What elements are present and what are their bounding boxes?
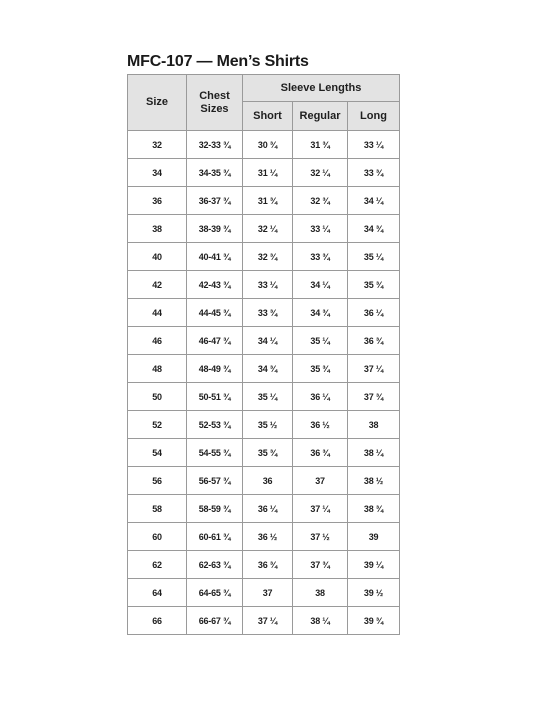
table-row (128, 439, 400, 467)
table-header (128, 75, 400, 131)
cell-size: 64 (128, 579, 187, 607)
cell-chest-size: 44-45 ¾ (187, 299, 243, 327)
table-row (128, 495, 400, 523)
table-row (128, 467, 400, 495)
cell-long-sleeve: 39 (348, 523, 400, 551)
cell-regular-sleeve: 37 (293, 467, 348, 495)
cell-short-sleeve: 35 ½ (243, 411, 293, 439)
cell-regular-sleeve: 34 ¼ (293, 271, 348, 299)
page-title: MFC-107 — Men’s Shirts (127, 53, 309, 70)
header-sleeve-lengths: Sleeve Lengths (243, 75, 400, 102)
cell-long-sleeve: 35 ¾ (348, 271, 400, 299)
cell-size: 56 (128, 467, 187, 495)
cell-regular-sleeve: 36 ¾ (293, 439, 348, 467)
header-long: Long (348, 102, 400, 131)
cell-size: 36 (128, 187, 187, 215)
cell-short-sleeve: 36 ¾ (243, 551, 293, 579)
cell-long-sleeve: 39 ½ (348, 579, 400, 607)
cell-chest-size: 64-65 ¾ (187, 579, 243, 607)
cell-regular-sleeve: 35 ¾ (293, 355, 348, 383)
size-chart-document (127, 50, 399, 635)
cell-size: 48 (128, 355, 187, 383)
cell-size: 54 (128, 439, 187, 467)
header-chest-sizes (187, 75, 243, 131)
cell-chest-size: 58-59 ¾ (187, 495, 243, 523)
table-body (128, 131, 400, 635)
cell-chest-size: 40-41 ¾ (187, 243, 243, 271)
cell-regular-sleeve: 32 ¾ (293, 187, 348, 215)
header-regular: Regular (293, 102, 348, 131)
cell-long-sleeve: 38 ¾ (348, 495, 400, 523)
table-row (128, 243, 400, 271)
cell-long-sleeve: 33 ¾ (348, 159, 400, 187)
cell-chest-size: 34-35 ¾ (187, 159, 243, 187)
cell-long-sleeve: 37 ¾ (348, 383, 400, 411)
cell-size: 40 (128, 243, 187, 271)
table-row (128, 327, 400, 355)
cell-long-sleeve: 36 ¾ (348, 327, 400, 355)
cell-chest-size: 52-53 ¾ (187, 411, 243, 439)
cell-short-sleeve: 33 ¾ (243, 299, 293, 327)
size-chart-table (127, 74, 400, 635)
cell-size: 60 (128, 523, 187, 551)
cell-regular-sleeve: 37 ½ (293, 523, 348, 551)
cell-long-sleeve: 33 ¼ (348, 131, 400, 159)
cell-chest-size: 32-33 ¾ (187, 131, 243, 159)
table-row (128, 579, 400, 607)
cell-short-sleeve: 35 ¾ (243, 439, 293, 467)
cell-short-sleeve: 36 ¼ (243, 495, 293, 523)
cell-regular-sleeve: 37 ¾ (293, 551, 348, 579)
cell-size: 50 (128, 383, 187, 411)
cell-short-sleeve: 32 ¾ (243, 243, 293, 271)
cell-size: 46 (128, 327, 187, 355)
table-row (128, 215, 400, 243)
cell-regular-sleeve: 38 ¼ (293, 607, 348, 635)
cell-short-sleeve: 36 ½ (243, 523, 293, 551)
cell-size: 66 (128, 607, 187, 635)
header-chest-sizes-label: Chest Sizes (199, 89, 230, 115)
cell-size: 38 (128, 215, 187, 243)
cell-chest-size: 60-61 ¾ (187, 523, 243, 551)
cell-short-sleeve: 33 ¼ (243, 271, 293, 299)
table-row (128, 131, 400, 159)
cell-regular-sleeve: 37 ¼ (293, 495, 348, 523)
cell-short-sleeve: 37 (243, 579, 293, 607)
cell-regular-sleeve: 31 ¾ (293, 131, 348, 159)
cell-regular-sleeve: 35 ¼ (293, 327, 348, 355)
cell-long-sleeve: 38 (348, 411, 400, 439)
table-row (128, 159, 400, 187)
cell-chest-size: 38-39 ¾ (187, 215, 243, 243)
cell-short-sleeve: 35 ¼ (243, 383, 293, 411)
cell-long-sleeve: 35 ¼ (348, 243, 400, 271)
cell-size: 34 (128, 159, 187, 187)
table-row (128, 607, 400, 635)
cell-regular-sleeve: 38 (293, 579, 348, 607)
cell-long-sleeve: 34 ¼ (348, 187, 400, 215)
header-size: Size (128, 75, 187, 131)
cell-chest-size: 36-37 ¾ (187, 187, 243, 215)
cell-regular-sleeve: 36 ¼ (293, 383, 348, 411)
cell-regular-sleeve: 34 ¾ (293, 299, 348, 327)
cell-long-sleeve: 39 ¾ (348, 607, 400, 635)
table-row (128, 551, 400, 579)
cell-regular-sleeve: 33 ¾ (293, 243, 348, 271)
table-row (128, 187, 400, 215)
cell-chest-size: 54-55 ¾ (187, 439, 243, 467)
cell-short-sleeve: 34 ¼ (243, 327, 293, 355)
cell-short-sleeve: 30 ¾ (243, 131, 293, 159)
cell-size: 52 (128, 411, 187, 439)
cell-chest-size: 56-57 ¾ (187, 467, 243, 495)
cell-long-sleeve: 39 ¼ (348, 551, 400, 579)
cell-chest-size: 66-67 ¾ (187, 607, 243, 635)
cell-chest-size: 42-43 ¾ (187, 271, 243, 299)
cell-chest-size: 46-47 ¾ (187, 327, 243, 355)
cell-chest-size: 50-51 ¾ (187, 383, 243, 411)
cell-regular-sleeve: 32 ¼ (293, 159, 348, 187)
cell-size: 42 (128, 271, 187, 299)
cell-chest-size: 48-49 ¾ (187, 355, 243, 383)
table-row (128, 383, 400, 411)
cell-chest-size: 62-63 ¾ (187, 551, 243, 579)
table-row (128, 411, 400, 439)
table-row (128, 523, 400, 551)
cell-long-sleeve: 37 ¼ (348, 355, 400, 383)
cell-long-sleeve: 38 ½ (348, 467, 400, 495)
cell-short-sleeve: 36 (243, 467, 293, 495)
cell-short-sleeve: 34 ¾ (243, 355, 293, 383)
cell-short-sleeve: 31 ¾ (243, 187, 293, 215)
cell-regular-sleeve: 36 ½ (293, 411, 348, 439)
table-row (128, 271, 400, 299)
cell-short-sleeve: 37 ¼ (243, 607, 293, 635)
cell-size: 62 (128, 551, 187, 579)
header-short: Short (243, 102, 293, 131)
cell-size: 58 (128, 495, 187, 523)
cell-short-sleeve: 32 ¼ (243, 215, 293, 243)
cell-regular-sleeve: 33 ¼ (293, 215, 348, 243)
cell-size: 32 (128, 131, 187, 159)
cell-long-sleeve: 36 ¼ (348, 299, 400, 327)
table-row (128, 299, 400, 327)
table-row (128, 355, 400, 383)
cell-short-sleeve: 31 ¼ (243, 159, 293, 187)
cell-size: 44 (128, 299, 187, 327)
cell-long-sleeve: 34 ¾ (348, 215, 400, 243)
cell-long-sleeve: 38 ¼ (348, 439, 400, 467)
